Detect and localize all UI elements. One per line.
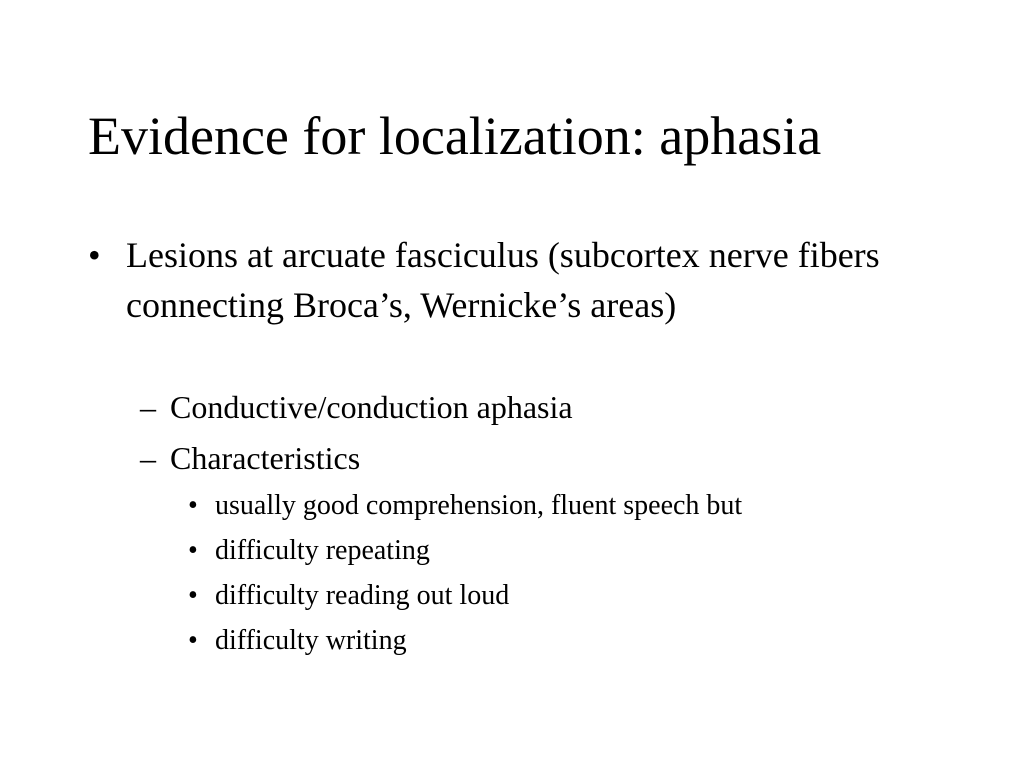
bullet-text: difficulty writing: [215, 625, 407, 656]
bullet-level3-item: [188, 579, 510, 613]
bullet-text: Lesions at arcuate fasciculus (subcortex nerve fibers connecting Broca’s, Wernicke’s areas): [126, 235, 880, 325]
bullet-marker: •: [88, 235, 101, 275]
bullet-text: difficulty reading out loud: [215, 580, 510, 611]
bullet-marker: •: [188, 535, 198, 566]
bullet-level3-item: [188, 489, 743, 523]
bullet-level1-item: [88, 230, 956, 330]
bullet-marker: •: [188, 580, 198, 611]
bullet-level2-item: [140, 387, 573, 427]
bullet-text: usually good comprehension, fluent speech but: [215, 490, 743, 521]
bullet-marker: •: [188, 490, 198, 521]
bullet-level3-item: [188, 534, 430, 568]
bullet-text: difficulty repeating: [215, 535, 430, 566]
bullet-marker: •: [188, 625, 198, 656]
bullet-text: Characteristics: [170, 440, 361, 476]
bullet-text: Conductive/conduction aphasia: [170, 389, 573, 425]
bullet-level3-item: [188, 624, 407, 658]
dash-marker: –: [140, 389, 156, 425]
dash-marker: –: [140, 440, 156, 476]
bullet-level2-item: [140, 438, 361, 478]
slide-title: Evidence for localization: aphasia: [88, 106, 822, 166]
